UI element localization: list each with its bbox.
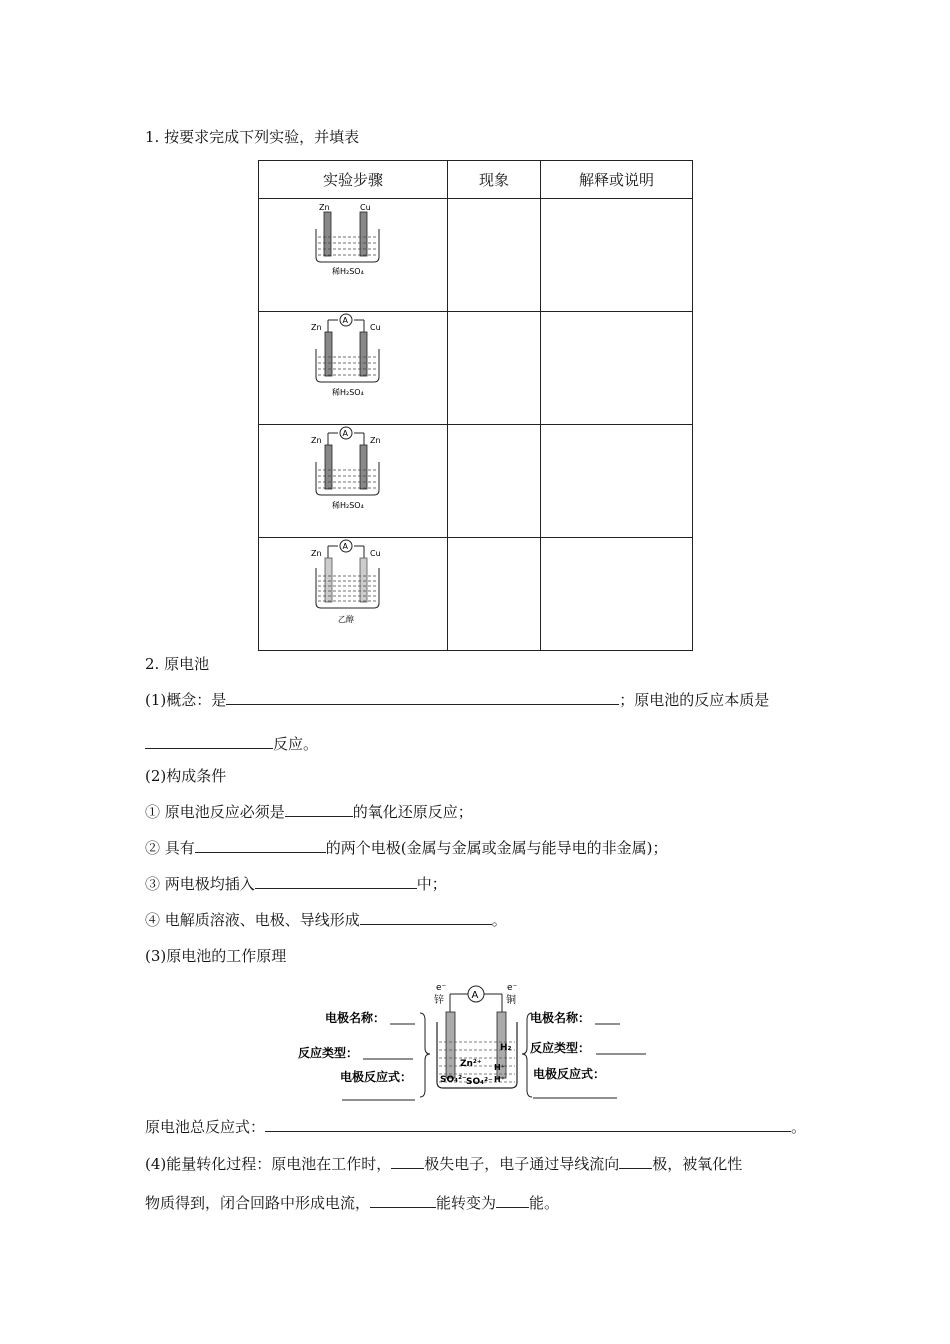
ammeter-icon: A (342, 542, 348, 551)
ammeter-icon: A (471, 990, 479, 1001)
explanation-cell (541, 425, 693, 538)
zinc-label: 锌 (434, 995, 444, 1006)
condition-text: ④ 电解质溶液、电极、导线形成 (145, 911, 360, 929)
header-explanation: 解释或说明 (541, 161, 693, 199)
answer-blank[interactable] (195, 838, 326, 853)
q2-title: 2. 原电池 (145, 655, 210, 673)
left-electrode-equation-label: 电极反应式： (340, 1070, 413, 1084)
energy-text: 极失电子，电子通过导线流向 (424, 1155, 620, 1173)
header-phenomenon: 现象 (448, 161, 541, 199)
working-principle-diagram (290, 980, 660, 1110)
condition-text: ③ 两电极均插入 (145, 875, 255, 893)
solution-label: 稀H₂SO₄ (332, 267, 364, 276)
ammeter-icon: A (342, 429, 348, 438)
solution-label: 稀H₂SO₄ (332, 388, 364, 397)
hydrogen-ion-label: H⁺ (494, 1075, 505, 1084)
concept-end: 反应。 (273, 735, 319, 753)
hydrogen-label: H₂ (500, 1043, 512, 1053)
zinc-ion-label: Zn²⁺ (460, 1059, 482, 1069)
left-electrode-name-label: 电极名称： (325, 1011, 386, 1025)
answer-blank[interactable] (619, 1154, 652, 1169)
condition-3 (145, 874, 447, 894)
answer-blank[interactable] (226, 690, 619, 705)
beaker-diagram-3 (308, 425, 398, 515)
concept-text: ；原电池的反应本质是 (619, 691, 770, 709)
q1-title: 1. 按要求完成下列实验，并填表 (145, 128, 360, 146)
energy-text: 能。 (529, 1194, 560, 1212)
electrode-right-label: Cu (370, 549, 381, 558)
table-row (259, 538, 693, 651)
explanation-cell (541, 199, 693, 312)
copper-label: 铜 (506, 995, 516, 1006)
energy-line-1 (145, 1154, 742, 1174)
total-reaction-label: 原电池总反应式： (145, 1118, 266, 1136)
phenomenon-cell (448, 538, 541, 651)
table-row (259, 312, 693, 425)
answer-blank[interactable] (391, 1154, 424, 1169)
left-reaction-type-label: 反应类型： (298, 1046, 359, 1060)
condition-text: 。 (491, 911, 507, 929)
electrode-left-label: Zn (311, 323, 322, 332)
hydrogen-ion-label: H⁺ (494, 1063, 505, 1072)
principle-heading: (3)原电池的工作原理 (145, 947, 287, 965)
experiment-table (258, 160, 693, 651)
right-electrode-equation-label: 电极反应式： (533, 1067, 606, 1081)
table-row (259, 425, 693, 538)
phenomenon-cell (448, 425, 541, 538)
total-reaction-line (145, 1117, 806, 1137)
electrode-right-label: Zn (370, 436, 381, 445)
beaker-diagram-1 (308, 199, 398, 279)
phenomenon-cell (448, 199, 541, 312)
electrode-left-label: Zn (311, 436, 322, 445)
step-cell (259, 312, 448, 425)
explanation-cell (541, 312, 693, 425)
energy-text: 能转变为 (436, 1194, 497, 1212)
answer-blank[interactable] (360, 910, 492, 925)
condition-text: 的氧化还原反应； (352, 803, 473, 821)
answer-blank[interactable] (145, 734, 273, 749)
beaker-diagram-2 (308, 312, 398, 402)
concept-label: (1)概念：是 (145, 691, 227, 709)
sulfate-ion-label: SO₄²⁻ (440, 1075, 467, 1085)
concept-line (145, 690, 769, 710)
phenomenon-cell (448, 312, 541, 425)
explanation-cell (541, 538, 693, 651)
electrode-left-label: Zn (319, 203, 330, 212)
energy-text: 极，被氧化性 (652, 1155, 743, 1173)
condition-text: 的两个电极(金属与金属或金属与能导电的非金属)； (325, 839, 668, 857)
electrode-right-label: Cu (360, 203, 371, 212)
sulfate-ion-label: SO₄²⁻ (466, 1077, 493, 1087)
condition-text: 中； (416, 875, 447, 893)
condition-1 (145, 802, 473, 822)
electrode-right-label: Cu (370, 323, 381, 332)
right-reaction-type-label: 反应类型： (530, 1041, 591, 1055)
answer-blank[interactable] (285, 802, 353, 817)
conditions-heading: (2)构成条件 (145, 767, 227, 785)
condition-2 (145, 838, 668, 858)
energy-line-2 (145, 1193, 559, 1213)
condition-text: ① 原电池反应必须是 (145, 803, 285, 821)
total-reaction-end: 。 (791, 1118, 807, 1136)
answer-blank[interactable] (370, 1193, 436, 1208)
concept-line-2 (145, 734, 318, 754)
answer-blank[interactable] (496, 1193, 529, 1208)
answer-blank[interactable] (265, 1117, 791, 1132)
step-cell (259, 425, 448, 538)
table-row (259, 199, 693, 312)
answer-blank[interactable] (255, 874, 417, 889)
solution-label: 稀H₂SO₄ (332, 501, 364, 510)
ammeter-icon: A (342, 316, 348, 325)
right-electrode-name-label: 电极名称： (530, 1011, 591, 1025)
header-steps: 实验步骤 (259, 161, 448, 199)
solution-label: 乙醇 (338, 615, 354, 624)
step-cell (259, 538, 448, 651)
condition-text: ② 具有 (145, 839, 195, 857)
electron-label-right: e⁻ (507, 983, 518, 993)
beaker-diagram-4 (308, 538, 398, 628)
energy-text: 物质得到，闭合回路中形成电流， (145, 1194, 371, 1212)
condition-4 (145, 910, 507, 930)
step-cell (259, 199, 448, 312)
electron-label-left: e⁻ (436, 983, 447, 993)
energy-text: (4)能量转化过程：原电池在工作时， (145, 1155, 392, 1173)
electrode-left-label: Zn (311, 549, 322, 558)
